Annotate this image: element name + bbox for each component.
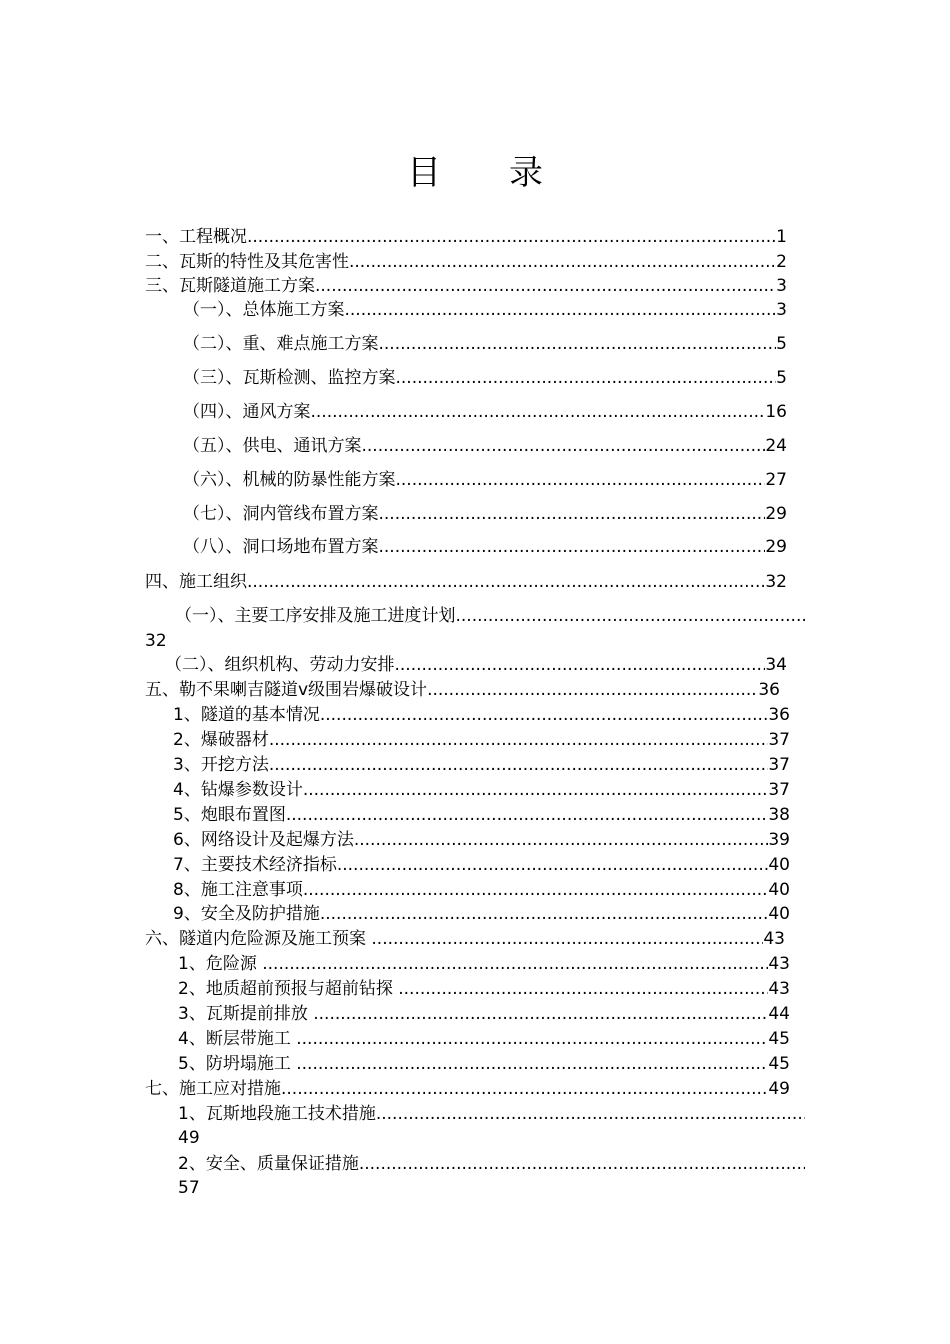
toc-leader bbox=[345, 298, 777, 322]
toc-entry-label: 7、主要技术经济指标 bbox=[173, 855, 337, 875]
toc-entry-4[interactable] bbox=[145, 570, 787, 594]
toc-entry-label: 6、网络设计及起爆方法 bbox=[173, 830, 354, 850]
toc-entry-5-6[interactable] bbox=[173, 828, 790, 852]
toc-leader bbox=[262, 952, 768, 976]
toc-leader bbox=[286, 803, 769, 827]
toc-page-number: 1 bbox=[776, 227, 787, 247]
toc-page-number: 29 bbox=[765, 537, 787, 557]
toc-leader bbox=[315, 274, 776, 298]
toc-page-number: 40 bbox=[768, 855, 790, 875]
toc-leader bbox=[395, 653, 766, 677]
toc-leader bbox=[320, 703, 769, 727]
toc-entry-label: （一）、主要工序安排及施工进度计划 bbox=[175, 606, 456, 626]
toc-page-number: 34 bbox=[765, 655, 787, 675]
toc-page-number: 2 bbox=[776, 252, 787, 272]
toc-leader bbox=[311, 400, 766, 424]
toc-entry-label: （一）、总体施工方案 bbox=[183, 300, 345, 320]
toc-entry-6-3[interactable] bbox=[178, 1002, 790, 1026]
toc-leader bbox=[247, 225, 776, 249]
toc-entry-label: 3、开挖方法 bbox=[173, 755, 269, 775]
toc-entry-3-2[interactable] bbox=[183, 332, 787, 356]
toc-entry-label: 二、瓦斯的特性及其危害性 bbox=[145, 252, 349, 272]
toc-page-number: 37 bbox=[768, 780, 790, 800]
toc-entry-6-2[interactable] bbox=[178, 977, 790, 1001]
toc-leader bbox=[313, 1002, 768, 1026]
toc-page-number: 36 bbox=[768, 705, 790, 725]
toc-leader bbox=[303, 878, 769, 902]
toc-entry-label: 六、隧道内危险源及施工预案 bbox=[145, 929, 372, 949]
toc-entry-label: 五、勒不果喇吉隧道v级围岩爆破设计 bbox=[145, 680, 428, 700]
toc-page-number: 40 bbox=[768, 880, 790, 900]
toc-page-number: 43 bbox=[768, 954, 790, 974]
toc-entry-label: 2、爆破器材 bbox=[173, 730, 269, 750]
toc-entry-4-1[interactable] bbox=[175, 604, 805, 628]
toc-leader bbox=[396, 366, 777, 390]
toc-page-number: 39 bbox=[768, 830, 790, 850]
toc-entry-3-1[interactable] bbox=[183, 298, 787, 322]
toc-entry-3-7[interactable] bbox=[183, 502, 787, 526]
toc-entry-label: 一、工程概况 bbox=[145, 227, 247, 247]
toc-entry-label: 七、施工应对措施 bbox=[145, 1079, 281, 1099]
toc-page-number: 3 bbox=[776, 300, 787, 320]
toc-page-number: 40 bbox=[768, 904, 790, 924]
toc-page-number: 5 bbox=[776, 334, 787, 354]
toc-leader bbox=[427, 678, 758, 702]
toc-page-number: 32 bbox=[765, 572, 787, 592]
toc-leader bbox=[349, 250, 776, 274]
toc-leader bbox=[456, 604, 806, 628]
toc-entry-5-5[interactable] bbox=[173, 803, 790, 827]
toc-entry-label: 5、防坍塌施工 bbox=[178, 1054, 297, 1074]
toc-entry-6[interactable] bbox=[145, 927, 785, 951]
toc-entry-4-2[interactable] bbox=[165, 653, 787, 677]
toc-entry-label: 三、瓦斯隧道施工方案 bbox=[145, 276, 315, 296]
toc-entry-label: （二）、重、难点施工方案 bbox=[183, 334, 379, 354]
toc-leader bbox=[303, 778, 769, 802]
toc-page-number: 3 bbox=[776, 276, 787, 296]
toc-leader bbox=[376, 1102, 805, 1126]
toc-entry-5-9[interactable] bbox=[173, 902, 790, 926]
toc-leader bbox=[269, 753, 769, 777]
toc-entry-7-1[interactable] bbox=[178, 1102, 805, 1126]
toc-page-number: 44 bbox=[768, 1004, 790, 1024]
toc-page-number: 45 bbox=[768, 1054, 790, 1074]
toc-entry-3-4[interactable] bbox=[183, 400, 787, 424]
toc-entry-label: （二）、组织机构、劳动力安排 bbox=[165, 655, 395, 675]
toc-entry-7-2[interactable] bbox=[178, 1152, 805, 1176]
toc-leader bbox=[396, 468, 766, 492]
toc-page-number: 49 bbox=[178, 1128, 200, 1148]
toc-leader bbox=[337, 853, 769, 877]
toc-page-number: 43 bbox=[763, 929, 785, 949]
toc-entry-3-8[interactable] bbox=[183, 535, 787, 559]
toc-entry-5-1[interactable] bbox=[173, 703, 790, 727]
toc-entry-label: 9、安全及防护措施 bbox=[173, 904, 320, 924]
toc-page-number: 37 bbox=[768, 730, 790, 750]
toc-entry-5[interactable] bbox=[145, 678, 780, 702]
toc-page-number: 37 bbox=[768, 755, 790, 775]
toc-page-number: 57 bbox=[178, 1178, 200, 1198]
toc-entry-3-6[interactable] bbox=[183, 468, 787, 492]
toc-entry-3[interactable] bbox=[145, 274, 787, 298]
toc-leader bbox=[281, 1077, 768, 1101]
toc-entry-label: 四、施工组织 bbox=[145, 572, 247, 592]
toc-entry-5-7[interactable] bbox=[173, 853, 790, 877]
toc-page-number: 32 bbox=[145, 631, 167, 651]
toc-entry-3-3[interactable] bbox=[183, 366, 787, 390]
toc-entry-label: 8、施工注意事项 bbox=[173, 880, 303, 900]
toc-entry-6-5[interactable] bbox=[178, 1052, 790, 1076]
toc-entry-label: 4、钻爆参数设计 bbox=[173, 780, 303, 800]
toc-page-number: 36 bbox=[758, 680, 780, 700]
toc-leader bbox=[379, 535, 766, 559]
toc-page-number: 29 bbox=[765, 504, 787, 524]
toc-leader bbox=[379, 502, 766, 526]
toc-page-number: 43 bbox=[768, 979, 790, 999]
toc-entry-5-8[interactable] bbox=[173, 878, 790, 902]
toc-entry-5-4[interactable] bbox=[173, 778, 790, 802]
toc-entry-1[interactable] bbox=[145, 225, 787, 249]
toc-entry-5-3[interactable] bbox=[173, 753, 790, 777]
toc-page-number: 24 bbox=[765, 436, 787, 456]
toc-entry-7[interactable] bbox=[145, 1077, 790, 1101]
toc-leader bbox=[354, 828, 769, 852]
toc-entry-label: （五）、供电、通讯方案 bbox=[183, 436, 362, 456]
toc-entry-5-2[interactable] bbox=[173, 728, 790, 752]
toc-page-number: 49 bbox=[768, 1079, 790, 1099]
toc-entry-label: （四）、通风方案 bbox=[183, 402, 311, 422]
toc-entry-label: 3、瓦斯提前排放 bbox=[178, 1004, 314, 1024]
toc-leader bbox=[247, 570, 765, 594]
toc-entry-label: 1、瓦斯地段施工技术措施 bbox=[178, 1104, 376, 1124]
toc-leader bbox=[320, 902, 769, 926]
toc-leader bbox=[296, 1052, 768, 1076]
toc-entry-6-4[interactable] bbox=[178, 1027, 790, 1051]
toc-page-number: 38 bbox=[768, 805, 790, 825]
toc-entry-label: （八）、洞口场地布置方案 bbox=[183, 537, 379, 557]
toc-page-number: 27 bbox=[765, 470, 787, 490]
toc-entry-label: （七）、洞内管线布置方案 bbox=[183, 504, 379, 524]
toc-leader bbox=[296, 1027, 768, 1051]
toc-entry-label: （三）、瓦斯检测、监控方案 bbox=[183, 368, 396, 388]
toc-page-number: 5 bbox=[776, 368, 787, 388]
toc-leader bbox=[398, 977, 768, 1001]
toc-entry-6-1[interactable] bbox=[178, 952, 790, 976]
toc-entry-label: （六）、机械的防暴性能方案 bbox=[183, 470, 396, 490]
toc-leader bbox=[362, 434, 766, 458]
toc-leader bbox=[269, 728, 769, 752]
toc-page-number: 45 bbox=[768, 1029, 790, 1049]
toc-leader bbox=[371, 927, 763, 951]
toc-page-number: 16 bbox=[765, 402, 787, 422]
toc-entry-2[interactable] bbox=[145, 250, 787, 274]
toc-entry-label: 2、地质超前预报与超前钻探 bbox=[178, 979, 399, 999]
toc-entry-label: 2、安全、质量保证措施 bbox=[178, 1154, 359, 1174]
toc-entry-label: 1、危险源 bbox=[178, 954, 263, 974]
toc-entry-3-5[interactable] bbox=[183, 434, 787, 458]
toc-entry-label: 5、炮眼布置图 bbox=[173, 805, 286, 825]
toc-leader bbox=[359, 1152, 805, 1176]
toc-leader bbox=[379, 332, 777, 356]
toc-entry-label: 4、断层带施工 bbox=[178, 1029, 297, 1049]
toc-title: 目 录 bbox=[407, 153, 543, 193]
toc-entry-label: 1、隧道的基本情况 bbox=[173, 705, 320, 725]
